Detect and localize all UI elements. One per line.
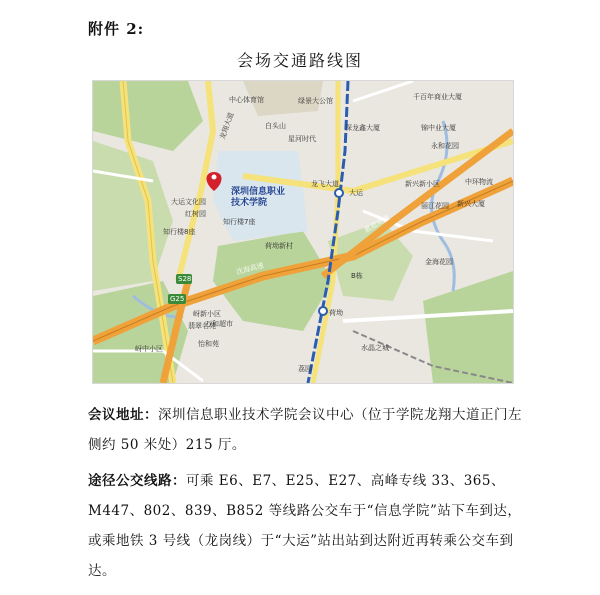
venue-paragraph: [88, 400, 528, 460]
map-label: 翡翠名苑: [188, 322, 216, 330]
map-label: 红树园: [185, 210, 206, 218]
map-label: 岈中小区: [135, 345, 163, 353]
map-label: 永和花园: [431, 142, 459, 150]
map-label: 怡和苑: [198, 340, 219, 348]
venue-text: 深圳信息职业技术学院会议中心（位于学院龙翔大道正门左侧约 50 米处）215 厅。: [88, 407, 522, 453]
dayun-station-icon: [335, 189, 343, 197]
map-label: 水晶之城: [361, 344, 389, 352]
map-label: 新兴大厦: [457, 200, 485, 208]
map-label: S28: [178, 275, 192, 283]
map-label: 锦中业大厦: [421, 124, 456, 132]
map-label: 岈新小区: [193, 310, 221, 318]
attachment-label: 附件 2:: [88, 20, 145, 38]
map-label: 龙飞大道: [311, 180, 339, 188]
route-paragraph: [88, 466, 528, 586]
park-area: [93, 81, 203, 151]
map-label: 荷坳新村: [265, 242, 293, 250]
map-label: 千百年商业大厦: [413, 93, 462, 101]
hehu-station-icon: [319, 307, 327, 315]
map-label: 荷坳: [329, 309, 343, 317]
map-label: 万和超市: [205, 320, 233, 328]
map-label: 新兴新小区: [405, 180, 440, 188]
traffic-map[interactable]: [92, 80, 514, 384]
map-label: 知行楼7座: [223, 218, 256, 226]
map-label: 大运: [349, 189, 363, 197]
map-label: 惠盐高速: [362, 213, 392, 235]
road: [353, 81, 413, 101]
map-label: 知行楼8座: [163, 228, 196, 236]
route-label: 途径公交线路：: [88, 473, 186, 489]
map-label: 金海花园: [425, 258, 453, 266]
map-label: 大运文化园: [171, 198, 206, 206]
route-text: 可乘 E6、E7、E25、E27、高峰专线 33、365、M447、802、839、B852 等线路公交车于“信息学院”站下车到达，或乘地铁 3 号线（龙岗线）于“大运”站出站到达附近再转乘公交车到达。: [88, 473, 522, 579]
map-label: 荔园: [298, 365, 312, 373]
venue-label: 会议地址：: [88, 407, 158, 423]
map-label: G25: [170, 295, 185, 303]
map-label: 中心体育馆: [229, 96, 264, 104]
map-label: 中环物流: [465, 178, 493, 186]
map-label: 龙翔大道: [218, 111, 236, 141]
map-label: 丽江花园: [421, 202, 449, 210]
map-label: B栋: [351, 272, 363, 280]
map-label: 绿景大公馆: [298, 97, 333, 105]
school-label: 深圳信息职业技术学院: [231, 187, 286, 208]
map-label: 深龙鑫大厦: [345, 124, 380, 132]
map-label: 星河时代: [288, 135, 316, 143]
map-label: 白头山: [265, 122, 286, 130]
metro-line-3: [308, 81, 348, 383]
page-title: 会场交通路线图: [236, 51, 363, 70]
map-label: 沈海高速: [235, 261, 265, 277]
